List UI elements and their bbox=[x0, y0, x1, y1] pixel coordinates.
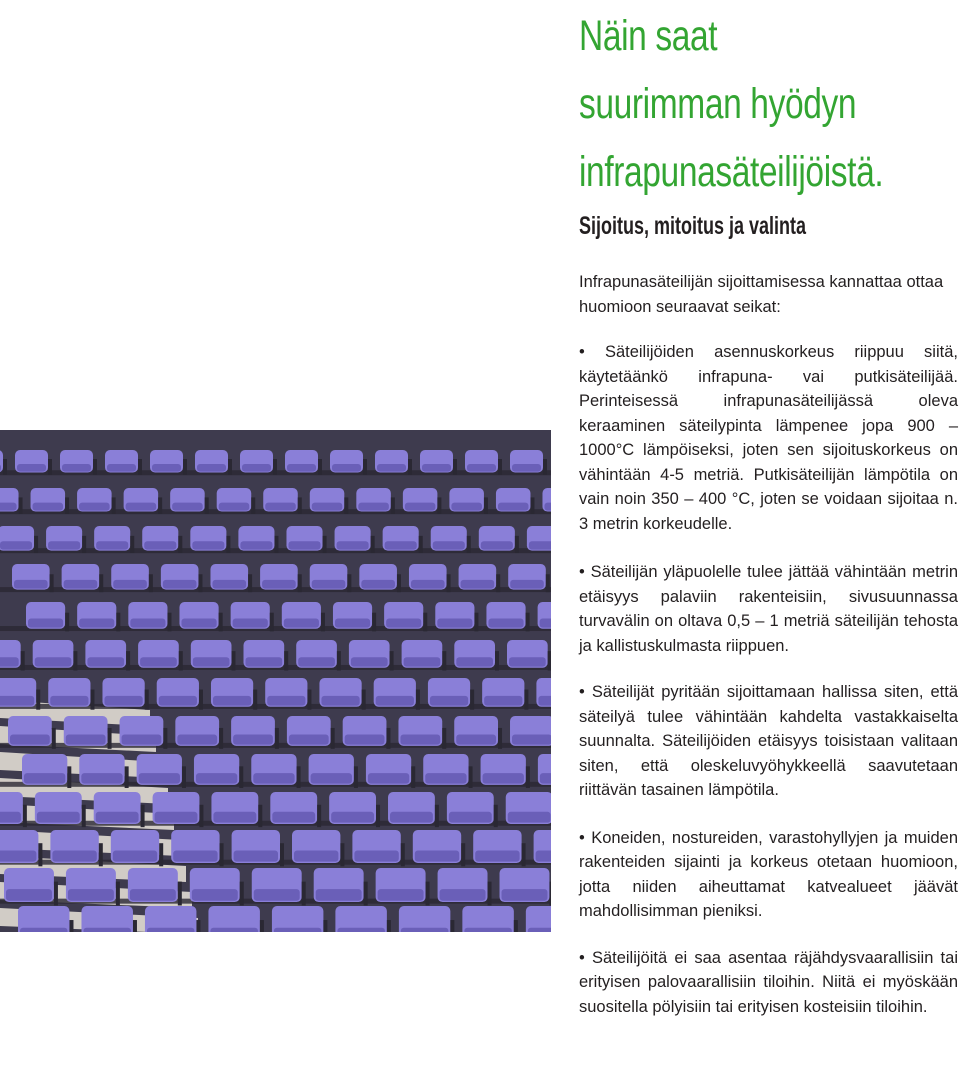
seat-cushion bbox=[152, 464, 181, 472]
seat-cushion bbox=[508, 812, 551, 823]
seat-armrest bbox=[149, 574, 153, 592]
seat-armrest bbox=[411, 766, 415, 788]
seat-armrest bbox=[178, 536, 182, 553]
seat-armrest bbox=[321, 613, 325, 632]
seat-cushion bbox=[510, 580, 544, 589]
bullet-item bbox=[579, 560, 958, 658]
seat-cushion bbox=[456, 735, 496, 745]
seat-cushion bbox=[540, 619, 551, 628]
seat-armrest bbox=[158, 497, 162, 513]
seat-armrest bbox=[125, 766, 129, 788]
seat-armrest bbox=[522, 843, 526, 866]
seat-armrest bbox=[3, 459, 7, 475]
seat-cushion bbox=[130, 889, 176, 901]
heading-line-3: infrapunasäteilijöistä. bbox=[579, 148, 884, 196]
seat-armrest bbox=[167, 613, 171, 632]
seat-armrest bbox=[130, 536, 134, 553]
seat-cushion bbox=[451, 503, 482, 511]
stadium-seats-photo bbox=[0, 430, 551, 932]
seat-cushion bbox=[96, 541, 128, 549]
seat-cushion bbox=[272, 812, 315, 823]
seat-armrest bbox=[495, 651, 499, 670]
seat-cushion bbox=[234, 850, 278, 861]
seat-armrest bbox=[280, 843, 284, 866]
seat-armrest bbox=[401, 843, 405, 866]
seat-cushion bbox=[192, 889, 238, 901]
seat-cushion bbox=[331, 812, 374, 823]
seat-cushion bbox=[192, 541, 224, 549]
seat-armrest bbox=[199, 805, 203, 827]
seat-cushion bbox=[14, 580, 48, 589]
seat-cushion bbox=[461, 580, 495, 589]
seat-armrest bbox=[372, 613, 376, 632]
seat-cushion bbox=[483, 773, 524, 784]
seat-cushion bbox=[177, 735, 217, 745]
seat-armrest bbox=[297, 766, 301, 788]
seat-armrest bbox=[251, 497, 255, 513]
seat-cushion bbox=[104, 696, 142, 706]
seat-armrest bbox=[198, 574, 202, 592]
seat-armrest bbox=[228, 459, 232, 475]
seat-armrest bbox=[453, 459, 457, 475]
seat-cushion bbox=[440, 889, 486, 901]
seat-cushion bbox=[79, 503, 110, 511]
seat-armrest bbox=[90, 690, 94, 710]
seat-cushion bbox=[433, 541, 465, 549]
seat-cushion bbox=[401, 928, 448, 932]
seat-armrest bbox=[65, 497, 69, 513]
seat-cushion bbox=[20, 928, 67, 932]
bullet-text: Säteilijän yläpuolelle tulee jättää vähintään metrin etäisyys palaviin rakenteisiin, sivusuunnassa turvavälin on oltava 0,5 – 1 metriä säteilijän tehosta ja kallistuskulmasta riippuen. bbox=[579, 563, 958, 655]
seat-cushion bbox=[122, 735, 162, 745]
seat-cushion bbox=[405, 503, 436, 511]
seat-armrest bbox=[183, 459, 187, 475]
seat-cushion bbox=[411, 580, 445, 589]
seat-armrest bbox=[442, 728, 446, 749]
seat-cushion bbox=[345, 735, 385, 745]
seat-armrest bbox=[419, 536, 423, 553]
seat-cushion bbox=[288, 541, 320, 549]
seat-armrest bbox=[141, 805, 145, 827]
seat-armrest bbox=[447, 574, 451, 592]
seat-armrest bbox=[108, 728, 112, 749]
seat-cushion bbox=[430, 696, 468, 706]
seat-armrest bbox=[99, 843, 103, 866]
seat-cushion bbox=[79, 619, 114, 628]
seat-armrest bbox=[526, 613, 530, 632]
seat-cushion bbox=[337, 928, 384, 932]
seat-armrest bbox=[274, 536, 278, 553]
seat-armrest bbox=[371, 536, 375, 553]
seat-cushion bbox=[544, 503, 551, 511]
seat-armrest bbox=[467, 536, 471, 553]
seat-cushion bbox=[467, 464, 496, 472]
seat-cushion bbox=[0, 850, 36, 861]
seat-cushion bbox=[126, 503, 157, 511]
seat-cushion bbox=[68, 889, 114, 901]
seat-cushion bbox=[335, 619, 370, 628]
seat-cushion bbox=[540, 773, 551, 784]
bullet-marker: • bbox=[579, 948, 585, 967]
bullet-item bbox=[579, 680, 958, 803]
seat-armrest bbox=[226, 536, 230, 553]
seat-armrest bbox=[484, 497, 488, 513]
seat-armrest bbox=[426, 882, 430, 906]
seat-cushion bbox=[449, 812, 492, 823]
seat-cushion bbox=[140, 657, 177, 666]
seat-cushion bbox=[113, 580, 147, 589]
bullet-marker: • bbox=[579, 563, 585, 581]
seat-cushion bbox=[294, 850, 338, 861]
seat-armrest bbox=[548, 651, 551, 670]
main-heading bbox=[579, 2, 884, 206]
seat-cushion bbox=[378, 889, 424, 901]
seat-cushion bbox=[62, 464, 91, 472]
seat-armrest bbox=[69, 920, 73, 932]
seat-cushion bbox=[147, 928, 194, 932]
seat-armrest bbox=[270, 613, 274, 632]
seat-cushion bbox=[233, 735, 273, 745]
seat-cushion bbox=[64, 580, 98, 589]
seat-armrest bbox=[363, 459, 367, 475]
bullet-marker: • bbox=[579, 343, 585, 361]
seat-cushion bbox=[159, 696, 197, 706]
seat-cushion bbox=[284, 619, 319, 628]
seat-armrest bbox=[302, 882, 306, 906]
seat-armrest bbox=[248, 574, 252, 592]
seat-cushion bbox=[498, 503, 529, 511]
seat-armrest bbox=[323, 920, 327, 932]
bullet-text: Koneiden, nostureiden, varastohyllyjen ja muiden rakenteiden sijainti ja korkeus otetaan huomioon, jotta niiden aiheuttamat katvealueet jäävät mahdollisimman pieniksi. bbox=[579, 828, 958, 920]
seat-cushion bbox=[267, 696, 305, 706]
seat-armrest bbox=[337, 651, 341, 670]
seat-armrest bbox=[524, 690, 528, 710]
seat-armrest bbox=[530, 497, 534, 513]
seat-armrest bbox=[65, 613, 69, 632]
seat-cushion bbox=[502, 889, 548, 901]
seat-armrest bbox=[253, 690, 257, 710]
seat-armrest bbox=[469, 766, 473, 788]
seat-armrest bbox=[159, 843, 163, 866]
seat-armrest bbox=[48, 459, 52, 475]
seat-cushion bbox=[351, 657, 388, 666]
seat-armrest bbox=[54, 882, 58, 906]
seat-armrest bbox=[34, 536, 38, 553]
seat-cushion bbox=[246, 657, 283, 666]
seat-armrest bbox=[99, 574, 103, 592]
seat-armrest bbox=[19, 497, 23, 513]
seat-armrest bbox=[275, 728, 279, 749]
seat-armrest bbox=[494, 805, 498, 827]
seat-cushion bbox=[48, 541, 80, 549]
seat-cushion bbox=[425, 773, 466, 784]
seat-armrest bbox=[116, 882, 120, 906]
seat-cushion bbox=[113, 850, 157, 861]
section-title: Sijoitus, mitoitus ja valinta bbox=[579, 212, 807, 240]
seat-cushion bbox=[163, 580, 197, 589]
seat-cushion bbox=[96, 812, 139, 823]
seat-cushion bbox=[512, 735, 551, 745]
seat-armrest bbox=[240, 882, 244, 906]
seat-cushion bbox=[312, 503, 343, 511]
seat-cushion bbox=[173, 850, 217, 861]
seat-armrest bbox=[340, 843, 344, 866]
seat-armrest bbox=[112, 497, 116, 513]
seat-cushion bbox=[253, 773, 294, 784]
seat-armrest bbox=[397, 574, 401, 592]
seat-cushion bbox=[354, 850, 398, 861]
seat-armrest bbox=[549, 882, 551, 906]
seat-cushion bbox=[377, 464, 406, 472]
seat-cushion bbox=[172, 503, 203, 511]
seat-armrest bbox=[391, 497, 395, 513]
seat-cushion bbox=[35, 657, 72, 666]
seat-armrest bbox=[470, 690, 474, 710]
seat-armrest bbox=[138, 459, 142, 475]
seat-cushion bbox=[528, 928, 551, 932]
seat-cushion bbox=[6, 889, 52, 901]
seat-cushion bbox=[358, 503, 389, 511]
seat-armrest bbox=[38, 843, 42, 866]
seats-illustration bbox=[0, 430, 551, 932]
seat-cushion bbox=[213, 812, 256, 823]
seat-cushion bbox=[155, 812, 198, 823]
seat-armrest bbox=[67, 766, 71, 788]
seat-cushion bbox=[139, 773, 180, 784]
seat-cushion bbox=[536, 850, 551, 861]
seat-cushion bbox=[400, 735, 440, 745]
seat-cushion bbox=[197, 464, 226, 472]
seat-armrest bbox=[543, 459, 547, 475]
seat-armrest bbox=[387, 920, 391, 932]
seat-cushion bbox=[213, 696, 251, 706]
seat-cushion bbox=[87, 657, 124, 666]
seat-armrest bbox=[488, 882, 492, 906]
seat-armrest bbox=[116, 613, 120, 632]
seat-cushion bbox=[0, 541, 32, 549]
seat-cushion bbox=[144, 541, 176, 549]
seat-cushion bbox=[274, 928, 321, 932]
seat-armrest bbox=[307, 690, 311, 710]
seat-armrest bbox=[298, 574, 302, 592]
seat-armrest bbox=[317, 805, 321, 827]
seat-cushion bbox=[130, 619, 165, 628]
seat-cushion bbox=[385, 541, 417, 549]
seat-cushion bbox=[538, 696, 551, 706]
seat-cushion bbox=[196, 773, 237, 784]
seat-cushion bbox=[437, 619, 472, 628]
seat-armrest bbox=[196, 920, 200, 932]
seat-armrest bbox=[21, 651, 25, 670]
seat-cushion bbox=[464, 928, 511, 932]
seat-cushion bbox=[0, 696, 34, 706]
seat-armrest bbox=[145, 690, 149, 710]
seat-cushion bbox=[376, 696, 414, 706]
seat-cushion bbox=[233, 619, 268, 628]
seat-cushion bbox=[28, 619, 63, 628]
seat-armrest bbox=[298, 497, 302, 513]
seat-armrest bbox=[318, 459, 322, 475]
seat-armrest bbox=[474, 613, 478, 632]
seat-armrest bbox=[73, 651, 77, 670]
seat-cushion bbox=[219, 503, 250, 511]
seat-armrest bbox=[498, 728, 502, 749]
seat-armrest bbox=[408, 459, 412, 475]
seat-cushion bbox=[33, 503, 64, 511]
seat-armrest bbox=[50, 574, 54, 592]
seat-cushion bbox=[509, 657, 546, 666]
seat-armrest bbox=[82, 536, 86, 553]
seat-cushion bbox=[66, 735, 106, 745]
seat-armrest bbox=[376, 805, 380, 827]
seat-cushion bbox=[529, 541, 551, 549]
seat-armrest bbox=[386, 728, 390, 749]
seat-armrest bbox=[82, 805, 86, 827]
seat-cushion bbox=[289, 735, 329, 745]
seat-cushion bbox=[210, 928, 257, 932]
seat-armrest bbox=[416, 690, 420, 710]
seat-armrest bbox=[179, 651, 183, 670]
seat-cushion bbox=[212, 580, 246, 589]
seat-cushion bbox=[512, 464, 541, 472]
seat-cushion bbox=[81, 773, 122, 784]
seat-cushion bbox=[24, 773, 65, 784]
bullet-text: Säteilijöiden asennuskorkeus riippuu siitä, käytetäänkö infrapuna- vai putkisäteilijää. Perinteisessä infrapunasäteilijässä oleva keraaminen säteilypinta lämpenee jopa 900 – 1000°C lämpöiseksi, joten sen sijoituskorkeus on vähintään 4-5 metriä. Putkisäteilijän lämpötila on vain noin 350 – 400 °C, joten se voidaan sijoitaa n. 3 metrin korkeudelle. bbox=[579, 343, 958, 533]
seat-armrest bbox=[178, 882, 182, 906]
seat-armrest bbox=[219, 613, 223, 632]
seat-armrest bbox=[52, 728, 56, 749]
seat-armrest bbox=[260, 920, 264, 932]
intro-paragraph: Infrapunasäteilijän sijoittamisessa kannattaa ottaa huomioon seuraavat seikat: bbox=[579, 273, 944, 316]
seat-armrest bbox=[450, 920, 454, 932]
seat-cushion bbox=[484, 696, 522, 706]
seat-cushion bbox=[298, 657, 335, 666]
seat-armrest bbox=[126, 651, 130, 670]
seat-armrest bbox=[364, 882, 368, 906]
seat-armrest bbox=[219, 728, 223, 749]
seat-armrest bbox=[331, 728, 335, 749]
seat-cushion bbox=[488, 619, 523, 628]
seat-cushion bbox=[481, 541, 513, 549]
seat-cushion bbox=[0, 657, 19, 666]
heading-line-2: suurimman hyödyn bbox=[579, 80, 857, 128]
seat-armrest bbox=[205, 497, 209, 513]
seat-armrest bbox=[273, 459, 277, 475]
seat-armrest bbox=[199, 690, 203, 710]
seat-armrest bbox=[133, 920, 137, 932]
seat-armrest bbox=[390, 651, 394, 670]
seat-armrest bbox=[347, 574, 351, 592]
seat-armrest bbox=[461, 843, 465, 866]
seat-cushion bbox=[311, 773, 352, 784]
seat-cushion bbox=[10, 735, 50, 745]
seat-armrest bbox=[323, 536, 327, 553]
seat-cushion bbox=[0, 812, 21, 823]
seat-armrest bbox=[344, 497, 348, 513]
seat-cushion bbox=[37, 812, 80, 823]
seat-cushion bbox=[368, 773, 409, 784]
seat-cushion bbox=[312, 580, 346, 589]
seat-armrest bbox=[362, 690, 366, 710]
seat-cushion bbox=[17, 464, 46, 472]
seat-cushion bbox=[422, 464, 451, 472]
seat-cushion bbox=[386, 619, 421, 628]
seat-armrest bbox=[526, 766, 530, 788]
seat-cushion bbox=[337, 541, 369, 549]
seat-armrest bbox=[437, 497, 441, 513]
seat-cushion bbox=[321, 696, 359, 706]
seat-armrest bbox=[546, 574, 550, 592]
seat-cushion bbox=[254, 889, 300, 901]
seat-armrest bbox=[435, 805, 439, 827]
seat-armrest bbox=[515, 536, 519, 553]
seat-armrest bbox=[232, 651, 236, 670]
bullet-text: Säteilijät pyritään sijoittamaan hallissa siten, että säteilyä tulee vähintään kahdelta vastakkaiselta suunnalta. Säteilijöiden etäisyys toisistaan valitaan siten, että oleskeluvyöhykkeellä saavutetaan riittävän tasainen lämpötila. bbox=[579, 683, 958, 799]
seat-armrest bbox=[514, 920, 518, 932]
seat-cushion bbox=[262, 580, 296, 589]
seat-armrest bbox=[354, 766, 358, 788]
bullet-item bbox=[579, 340, 958, 536]
seat-cushion bbox=[415, 850, 459, 861]
seat-cushion bbox=[50, 696, 88, 706]
seat-armrest bbox=[93, 459, 97, 475]
bullet-item bbox=[579, 826, 958, 924]
bullet-text: Säteilijöitä ei saa asentaa räjähdysvaarallisiin tai erityisen palovaarallisiin tiloihin. Niitä ei myöskään suositella pölyisiin tai erityisen kosteisiin tiloihin. bbox=[579, 948, 958, 1016]
bullet-marker: • bbox=[579, 828, 585, 847]
seat-armrest bbox=[239, 766, 243, 788]
seat-armrest bbox=[182, 766, 186, 788]
seat-armrest bbox=[284, 651, 288, 670]
seat-cushion bbox=[52, 850, 96, 861]
seat-armrest bbox=[220, 843, 224, 866]
seat-armrest bbox=[163, 728, 167, 749]
bullet-item bbox=[579, 946, 958, 1020]
seat-cushion bbox=[475, 850, 519, 861]
seat-cushion bbox=[316, 889, 362, 901]
seat-cushion bbox=[240, 541, 272, 549]
seat-armrest bbox=[496, 574, 500, 592]
heading-line-1: Näin saat bbox=[579, 12, 718, 60]
bullet-marker: • bbox=[579, 683, 585, 701]
seat-cushion bbox=[287, 464, 316, 472]
seat-armrest bbox=[36, 690, 40, 710]
bullet-list bbox=[579, 340, 958, 1043]
seat-cushion bbox=[404, 657, 441, 666]
seat-armrest bbox=[423, 613, 427, 632]
seat-cushion bbox=[456, 657, 493, 666]
seat-cushion bbox=[181, 619, 216, 628]
seat-armrest bbox=[23, 805, 27, 827]
seat-cushion bbox=[242, 464, 271, 472]
seat-cushion bbox=[107, 464, 136, 472]
seat-cushion bbox=[361, 580, 395, 589]
seat-armrest bbox=[258, 805, 262, 827]
seat-cushion bbox=[332, 464, 361, 472]
seat-cushion bbox=[265, 503, 296, 511]
seat-armrest bbox=[498, 459, 502, 475]
seat-cushion bbox=[390, 812, 433, 823]
seat-cushion bbox=[83, 928, 130, 932]
seat-armrest bbox=[442, 651, 446, 670]
seat-cushion bbox=[193, 657, 230, 666]
seat-cushion bbox=[0, 503, 17, 511]
